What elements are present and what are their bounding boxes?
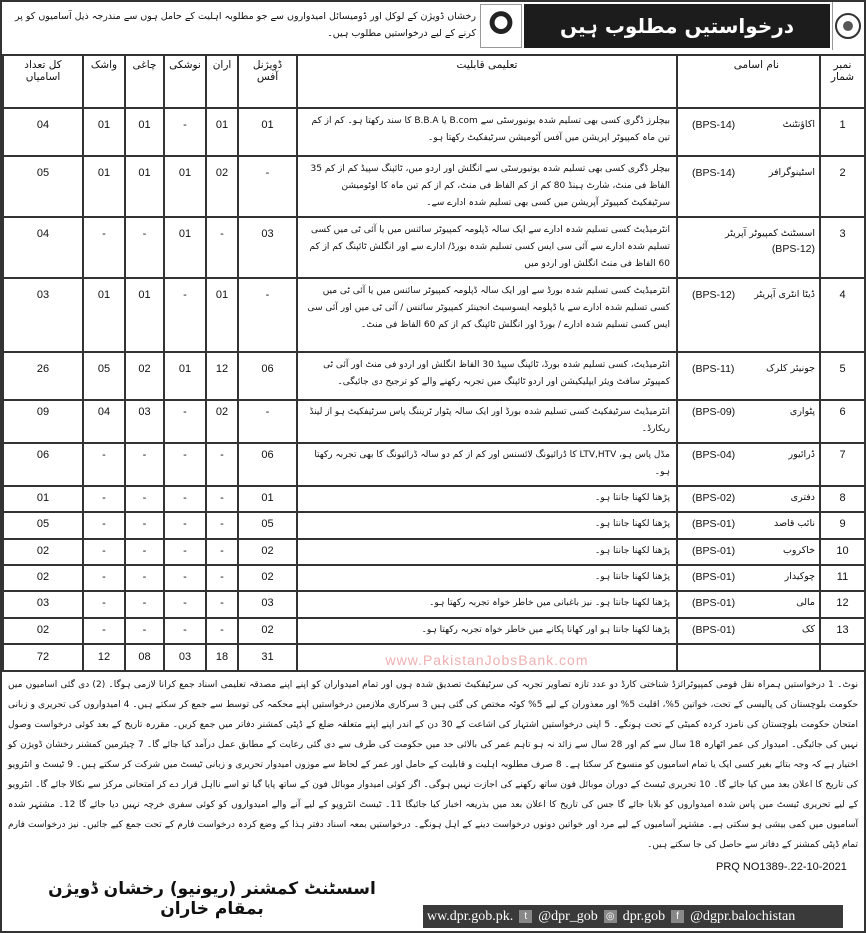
chagai-count: - <box>125 591 164 618</box>
table-row <box>3 565 865 591</box>
post-name <box>677 156 820 217</box>
divisional-office-count: - <box>238 156 297 217</box>
washuk-count: 05 <box>83 352 125 400</box>
table-header-row <box>3 55 865 108</box>
post-name <box>677 512 820 539</box>
kharan-count: 12 <box>206 352 238 400</box>
chagai-count: 03 <box>125 400 164 443</box>
noshki-count: - <box>164 512 206 539</box>
bps-scale: (BPS-12) <box>692 289 736 301</box>
total-kharan: 18 <box>206 644 238 671</box>
washuk-count: - <box>83 539 125 565</box>
noshki-count: - <box>164 443 206 486</box>
bps-scale: (BPS-09) <box>692 406 736 418</box>
post-name <box>677 591 820 618</box>
washuk-count: 01 <box>83 156 125 217</box>
divisional-office-count: - <box>238 278 297 352</box>
total-count: 02 <box>3 618 83 644</box>
serial-number: 3 <box>820 217 865 278</box>
header-sr: نمبر شمار <box>820 55 865 108</box>
post-title: دفتری <box>790 492 815 503</box>
total-count: 06 <box>3 443 83 486</box>
serial-number: 10 <box>820 539 865 565</box>
table-row <box>3 217 865 278</box>
vacancies-table <box>2 54 866 672</box>
kharan-count: - <box>206 486 238 512</box>
kharan-count: - <box>206 512 238 539</box>
qualification: پڑھنا لکھنا جانتا ہو۔ <box>297 512 677 539</box>
table-row <box>3 512 865 539</box>
divisional-office-count: 06 <box>238 443 297 486</box>
post-name <box>677 565 820 591</box>
watermark: www.PakistanJobsBank.com <box>385 651 589 668</box>
total-divisional-office: 31 <box>238 644 297 671</box>
serial-number: 13 <box>820 618 865 644</box>
chagai-count: - <box>125 565 164 591</box>
post-name <box>677 539 820 565</box>
post-title: مالی <box>796 597 815 608</box>
kharan-count: 01 <box>206 278 238 352</box>
kharan-count: - <box>206 443 238 486</box>
chagai-count: 02 <box>125 352 164 400</box>
post-wrapper <box>682 228 815 255</box>
total-count: 02 <box>3 565 83 591</box>
total-count: 04 <box>3 108 83 156</box>
table-row <box>3 539 865 565</box>
qualification: پڑھنا لکھنا جانتا ہو۔ نیز باغبانی میں خاطر خواہ تجربہ رکھتا ہو۔ <box>297 591 677 618</box>
totals-post-empty <box>677 644 820 671</box>
post-name <box>677 278 820 352</box>
post-wrapper <box>682 545 815 557</box>
instagram-icon: ◎ <box>604 910 617 923</box>
washuk-count: - <box>83 591 125 618</box>
post-name <box>677 443 820 486</box>
qualification: بیچلرز ڈگری کسی بھی تسلیم شدہ یونیورسٹی سے B.com یا B.B.A کا سند رکھتا ہو۔ کم از کم تین ماہ کمپیوٹر اپریشن میں آفس آٹومیشن سرٹیفکیٹ رکھتا ہو۔ <box>297 108 677 156</box>
noshki-count: - <box>164 591 206 618</box>
post-title: ڈیٹا انٹری آپریٹر <box>754 289 815 300</box>
header-divisional-office: ڈویژنل آفس <box>238 55 297 108</box>
noshki-count: - <box>164 400 206 443</box>
bps-scale: (BPS-02) <box>692 492 736 504</box>
chagai-count: - <box>125 539 164 565</box>
qualification: انٹرمیڈیٹ کسی تسلیم شدہ بورڈ سے اور ایک سالہ ڈپلومہ کمپیوٹر سائنس میں یا آئی ٹی میں کسی تسلیم شدہ ادارے سے یا ڈپلومہ ایسوسیٹ انجینئر کمپیوٹر سائنس / آئی ٹی میں اور آئی سی ایس کسی تسلیم شدہ ادارے / بورڈ اور انگلش ٹائپنگ کم از کم 60 الفاظ فی منٹ۔ <box>297 278 677 352</box>
balochistan-seal <box>832 2 862 50</box>
post-name <box>677 217 820 278</box>
qualification: مڈل پاس ہو، LTV,HTV کا ڈرائیونگ لائسنس اور کم از کم دو سالہ ڈرائیونگ کا بھی تجربہ رکھتا ہو۔ <box>297 443 677 486</box>
washuk-count: - <box>83 217 125 278</box>
header <box>2 2 864 54</box>
total-count: 03 <box>3 591 83 618</box>
divisional-office-count: 01 <box>238 108 297 156</box>
header-noshki: نوشکی <box>164 55 206 108</box>
bps-scale: (BPS-01) <box>692 571 736 583</box>
post-name <box>677 108 820 156</box>
twitter-icon: t <box>519 910 532 923</box>
chagai-count: 01 <box>125 156 164 217</box>
footer <box>2 859 864 931</box>
table-row <box>3 618 865 644</box>
washuk-count: - <box>83 486 125 512</box>
totals-qual-cell <box>297 644 677 671</box>
table-row <box>3 278 865 352</box>
qualification: پڑھنا لکھنا جانتا ہو اور کھانا پکانے میں خاطر خواہ تجربہ رکھتا ہو۔ <box>297 618 677 644</box>
noshki-count: - <box>164 278 206 352</box>
chagai-count: - <box>125 217 164 278</box>
qualification: انٹرمیڈیٹ کسی تسلیم شدہ ادارے سے ایک سالہ ڈپلومہ کمپیوٹر سائنس میں یا آئی ٹی میں کسی تسلیم شدہ ادارے سے آئی سی ایس کسی تسلیم شدہ بورڈ/ ادارے سے اور انگلش ٹائپنگ کم از کم 60 الفاظ فی منٹ انگلش اور اردو میں <box>297 217 677 278</box>
bps-scale: (BPS-01) <box>692 624 736 636</box>
serial-number: 7 <box>820 443 865 486</box>
table-row <box>3 486 865 512</box>
post-title: پٹواری <box>789 406 815 417</box>
chagai-count: - <box>125 512 164 539</box>
table-row <box>3 591 865 618</box>
grand-total: 72 <box>3 644 83 671</box>
header-total: کل تعداد اسامیاں <box>3 55 83 108</box>
page-title: درخواستیں مطلوب ہیں <box>524 4 830 48</box>
facebook-handle[interactable]: @dgpr.balochistan <box>690 908 796 924</box>
notes-paragraph: نوٹ۔ 1 درخواستیں ہمراہ نقل قومی کمپیوٹرائزڈ شناختی کارڈ دو عدد تازہ تصاویر تجربہ کی سرٹیفکیٹ تصدیق شدہ ہوں اور تمام امیدواران کو اپنے اپنے مصدقہ تعلیمی اسناد جمع کرانا لازمی ہوگا۔ (2) دی گئی اسامیوں میں حکومت بلوچستان کی پالیسی کے تحت، خواتین 5%، اقلیت 5% اور معذوران کے لیے 5% کوٹہ مختص کی گئی ہیں 3 سرکاری ملازمین درخواستیں اپنے محکمہ کی توسط سے جمع کر سکتے ہیں۔ 4 امیدواروں کی تحریری و زبانی امتحان حکومت بلوچستان کی نامزد کردہ کمیٹی کے تحت ہونگے۔ 5 اپنی درخواستیں اشتہار کی اشاعت کے 30 دن کے اندر اپنے اپنے متعلقہ ضلع کے ڈپٹی کمشنر دفاتر میں جمع کریں۔ مقررہ تاریخ کے بعد کوئی درخواست وصول نہیں کی جائیگی۔ امیدوار کی عمر اٹھارہ 18 سال سے کم اور 28 سال سے زائد نہ ہو تاہم عمر کی بالائی حد میں حکومت کی طرف سے دی گئی رعایت کے مطابق عمل درآمد کیا جائے گا۔ 7 چیئرمین کمشنر رخشان ڈویژن کو اختیار ہے کہ وجہ بتائے بغیر کسی ایک یا تمام اسامیوں کو منسوخ کر سکتا ہے۔ 8 صرف مطلوبہ اہلیت و قابلیت کے حامل اور عمر کے لحاظ سے موزوں امیدوار تحریری و زبانی ٹیسٹ میں شرکت کر سکتے ہیں۔ 9 ٹیسٹ و انٹرویو کی تاریخ کا اعلان بعد میں کیا جائے گا۔ 10 تحریری ٹیسٹ کے دوران موبائل فون ساتھ رکھنے کی اجازت نہیں ہوگی۔ اگر کوئی امیدوار موبائل فون کے ساتھ پایا گیا تو اسے نااہل قرار دے کر امتحانی مرکز سے نکالا جائے گا۔ انٹرویو کے لیے تحریری ٹیسٹ میں پاس شدہ امیدواروں کو بلایا جائے گا جس کی تاریخ کا اعلان بعد میں بذریعہ اخبار کیا جائیگا 11۔ ٹیسٹ انٹرویو کے لیے آنے والے امیدواروں کو کوئی سفری خرچہ نہیں دیا جائے گا 12۔ مشتہر شدہ آسامیوں میں کمی بیشی ہو سکتی ہے۔ مشتہر آسامیوں کے لیے مرد اور خواتین دونوں درخواست دینے کے اہل ہونگے۔ درخواستیں بمعہ اسناد دفتر ہذا کے وضع کردہ درخواست فارم کے تحت جمع کیے جائیں۔ نیز درخواست فارم تمام ڈپٹی کمشنر کے دفاتر سے حاصل کی جا سکتے ہیں۔ <box>8 680 859 850</box>
noshki-count: - <box>164 108 206 156</box>
total-washuk: 12 <box>83 644 125 671</box>
post-wrapper <box>682 406 815 418</box>
kharan-count: - <box>206 565 238 591</box>
divisional-office-count: 03 <box>238 217 297 278</box>
qualification: پڑھنا لکھنا جانتا ہو۔ <box>297 486 677 512</box>
signatory: اسسٹنٹ کمشنر (ریونیو) رخشان ڈویژن بمقام خاران <box>48 879 376 919</box>
kharan-count: - <box>206 591 238 618</box>
kharan-count: 01 <box>206 108 238 156</box>
serial-number: 5 <box>820 352 865 400</box>
noshki-count: - <box>164 539 206 565</box>
chagai-count: - <box>125 443 164 486</box>
bps-scale: (BPS-14) <box>692 119 736 131</box>
social-bar <box>423 905 843 928</box>
noshki-count: 01 <box>164 217 206 278</box>
total-count: 05 <box>3 512 83 539</box>
post-name <box>677 352 820 400</box>
post-wrapper <box>682 363 815 375</box>
post-title: اکاؤنٹنٹ <box>782 119 815 130</box>
post-wrapper <box>682 119 815 131</box>
post-title: نائب قاصد <box>773 518 815 529</box>
instagram-handle[interactable]: dpr.gob <box>622 908 666 924</box>
kharan-count: - <box>206 618 238 644</box>
post-wrapper <box>682 597 815 609</box>
kharan-count: 02 <box>206 400 238 443</box>
divisional-office-count: 01 <box>238 486 297 512</box>
twitter-handle[interactable]: @dpr_gob <box>538 908 598 924</box>
post-wrapper <box>682 167 815 179</box>
intro-text: رخشاں ڈویژن کے لوکل اور ڈومیسائل امیدواروں سے جو مطلوبہ اہلیت کے حامل ہوں سے مندرجہ ذیل آسامیوں کو پر کرنے کے لیے درخواستیں مطلوب ہیں۔ <box>14 11 476 39</box>
total-count: 09 <box>3 400 83 443</box>
washuk-count: - <box>83 618 125 644</box>
serial-number: 6 <box>820 400 865 443</box>
bps-scale: (BPS-14) <box>692 167 736 179</box>
header-post: نام اسامی <box>677 55 820 108</box>
kharan-count: - <box>206 539 238 565</box>
noshki-count: 01 <box>164 156 206 217</box>
divisional-office-count: 02 <box>238 539 297 565</box>
post-wrapper <box>682 492 815 504</box>
kharan-count: 02 <box>206 156 238 217</box>
total-count: 02 <box>3 539 83 565</box>
government-logo <box>480 4 522 48</box>
bps-scale: (BPS-01) <box>692 597 736 609</box>
kharan-count: - <box>206 217 238 278</box>
bps-scale: (BPS-04) <box>692 449 736 461</box>
serial-number: 8 <box>820 486 865 512</box>
washuk-count: 04 <box>83 400 125 443</box>
table-row <box>3 108 865 156</box>
post-wrapper <box>682 624 815 636</box>
noshki-count: - <box>164 486 206 512</box>
table-row <box>3 156 865 217</box>
post-name <box>677 400 820 443</box>
total-noshki: 03 <box>164 644 206 671</box>
seal-icon <box>835 13 861 39</box>
header-chagai: چاغی <box>125 55 164 108</box>
qualification: بیچلر ڈگری کسی بھی تسلیم شدہ یونیورسٹی سے انگلش اور اردو میں، ٹائپنگ سپیڈ کم از کم 35 الفاظ فی منٹ، شارٹ ہینڈ 80 کم از کم الفاظ فی منٹ، کم از کم تین ماہ کا اوٹومیشن سرٹیفکیٹ کمپیوٹر آپریشن میں کسی بھی تسلیم شدہ ادارے سے۔ <box>297 156 677 217</box>
total-count: 04 <box>3 217 83 278</box>
washuk-count: 01 <box>83 278 125 352</box>
qualification: پڑھنا لکھنا جانتا ہو۔ <box>297 565 677 591</box>
noshki-count: - <box>164 618 206 644</box>
bps-scale: (BPS-01) <box>692 518 736 530</box>
washuk-count: 01 <box>83 108 125 156</box>
total-count: 01 <box>3 486 83 512</box>
serial-number: 12 <box>820 591 865 618</box>
divisional-office-count: 02 <box>238 565 297 591</box>
chagai-count: - <box>125 618 164 644</box>
qualification: پڑھنا لکھنا جانتا ہو۔ <box>297 539 677 565</box>
divisional-office-count: 03 <box>238 591 297 618</box>
bps-scale: (BPS-12) <box>771 243 815 255</box>
post-title: چوکیدار <box>784 571 815 582</box>
post-wrapper <box>682 571 815 583</box>
divisional-office-count: 05 <box>238 512 297 539</box>
post-title: ڈرائیور <box>788 449 815 460</box>
prq-number: PRQ NO1389-.22-10-2021 <box>716 861 847 873</box>
divisional-office-count: - <box>238 400 297 443</box>
serial-number: 1 <box>820 108 865 156</box>
serial-number: 4 <box>820 278 865 352</box>
chagai-count: - <box>125 486 164 512</box>
post-title: خاکروب <box>782 545 815 556</box>
header-washuk: واشک <box>83 55 125 108</box>
post-title: جونیئر کلرک <box>766 363 815 374</box>
table-row <box>3 400 865 443</box>
website-link[interactable]: ww.dpr.gob.pk. <box>427 908 514 924</box>
totals-row <box>3 644 865 671</box>
post-wrapper <box>682 449 815 461</box>
post-name <box>677 486 820 512</box>
qualification: انٹرمیڈیٹ، کسی تسلیم شدہ بورڈ، ٹائپنگ سپیڈ 30 الفاظ انگلش اور اردو فی منٹ اور آئی ٹی کمپیوٹر سافٹ ویئر ایپلیکیشن اور اردو ٹائپنگ میں تجربہ رکھنے والے کو ترجیح دی جائیگی۔ <box>297 352 677 400</box>
total-count: 03 <box>3 278 83 352</box>
post-wrapper <box>682 289 815 301</box>
divisional-office-count: 06 <box>238 352 297 400</box>
header-qualification: تعلیمی قابلیت <box>297 55 677 108</box>
noshki-count: - <box>164 565 206 591</box>
chagai-count: 01 <box>125 278 164 352</box>
total-count: 05 <box>3 156 83 217</box>
serial-number: 11 <box>820 565 865 591</box>
header-kharan: اران <box>206 55 238 108</box>
emblem-icon <box>487 9 515 43</box>
noshki-count: 01 <box>164 352 206 400</box>
divisional-office-count: 02 <box>238 618 297 644</box>
facebook-icon: f <box>671 910 684 923</box>
post-title: اسٹینوگرافر <box>768 167 815 178</box>
washuk-count: - <box>83 512 125 539</box>
post-name <box>677 618 820 644</box>
post-title: اسسٹنٹ کمپیوٹر آپریٹر <box>725 228 815 239</box>
chagai-count: 01 <box>125 108 164 156</box>
washuk-count: - <box>83 443 125 486</box>
post-wrapper <box>682 518 815 530</box>
totals-sr-empty <box>820 644 865 671</box>
bps-scale: (BPS-01) <box>692 545 736 557</box>
table-row <box>3 352 865 400</box>
washuk-count: - <box>83 565 125 591</box>
qualification: انٹرمیڈیٹ سرٹیفکیٹ کسی تسلیم شدہ بورڈ اور ایک سالہ پٹوار ٹریننگ پاس سرٹیفکیٹ ہو از لینڈ ریکارڈ۔ <box>297 400 677 443</box>
post-title: کک <box>801 624 815 635</box>
serial-number: 9 <box>820 512 865 539</box>
serial-number: 2 <box>820 156 865 217</box>
table-row <box>3 443 865 486</box>
total-count: 26 <box>3 352 83 400</box>
bps-scale: (BPS-11) <box>692 363 735 375</box>
total-chagai: 08 <box>125 644 164 671</box>
